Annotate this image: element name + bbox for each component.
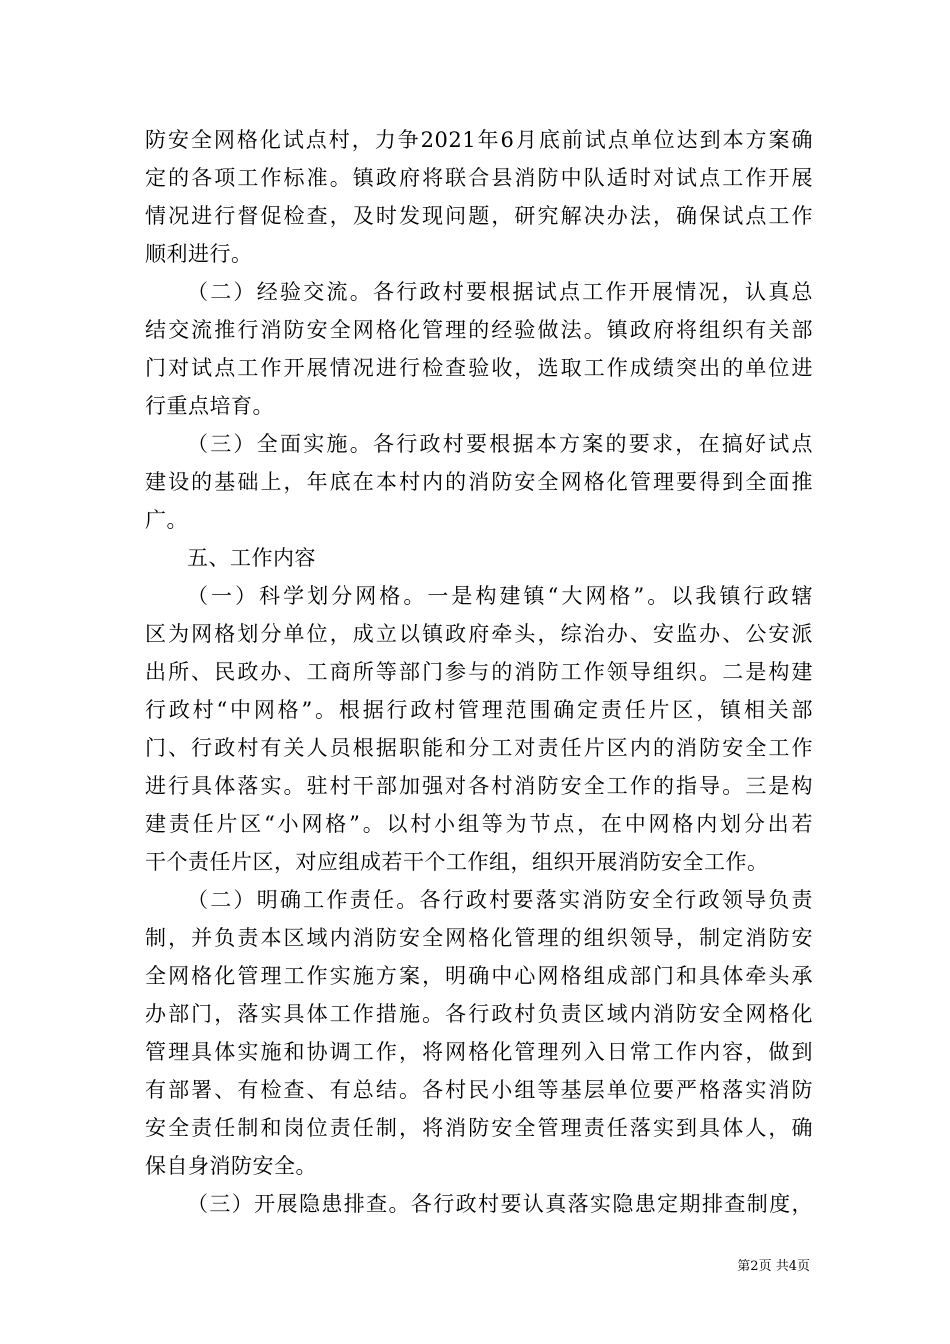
document-body (145, 121, 813, 1223)
footer-page-number: 2 (750, 1259, 759, 1274)
text-line: 管理具体实施和协调工作，将网格化管理列入日常工作内容，做到 (145, 1040, 813, 1064)
text-line: 防安全网格化试点村，力争2021年6月底前试点单位达到本方案确 (145, 128, 813, 152)
text-line: 制，并负责本区域内消防安全网格化管理的组织领导，制定消防安 (145, 926, 813, 950)
text-line: 情况进行督促检查，及时发现问题，研究解决办法，确保试点工作 (145, 204, 813, 228)
text-line: 办部门，落实具体工作措施。各行政村负责区域内消防安全网格化 (145, 1002, 813, 1026)
text-line: 建设的基础上，年底在本村内的消防安全网格化管理要得到全面推 (145, 470, 813, 494)
text-line: 干个责任片区，对应组成若干个工作组，组织开展消防安全工作。 (145, 850, 769, 874)
text-line: 建责任片区“小网格”。以村小组等为节点，在中网格内划分出若 (145, 812, 813, 836)
footer-total-pages: 4 (788, 1259, 797, 1274)
footer-middle: 页 共 (758, 1259, 789, 1274)
footer-prefix: 第 (737, 1259, 751, 1274)
text-line: 有部署、有检查、有总结。各村民小组等基层单位要严格落实消防 (145, 1078, 813, 1102)
text-line: （三）全面实施。各行政村要根据本方案的要求，在搞好试点 (187, 432, 813, 456)
text-line: 区为网格划分单位，成立以镇政府牵头，综治办、安监办、公安派 (145, 622, 813, 646)
text-line: （二）明确工作责任。各行政村要落实消防安全行政领导负责 (187, 888, 813, 912)
text-line: 广。 (145, 508, 188, 532)
text-line: 保自身消防安全。 (145, 1154, 317, 1178)
text-line: （三）开展隐患排查。各行政村要认真落实隐患定期排查制度， (187, 1192, 813, 1216)
text-line: 定的各项工作标准。镇政府将联合县消防中队适时对试点工作开展 (145, 166, 813, 190)
text-line: 行重点培育。 (145, 394, 274, 418)
text-line: 五、工作内容 (187, 546, 316, 570)
text-line: 行政村“中网格”。根据行政村管理范围确定责任片区，镇相关部 (145, 698, 813, 722)
page-footer (690, 1258, 810, 1276)
text-line: 顺利进行。 (145, 242, 253, 266)
text-line: （一）科学划分网格。一是构建镇“大网格”。以我镇行政辖 (187, 584, 813, 608)
text-line: 全网格化管理工作实施方案，明确中心网格组成部门和具体牵头承 (145, 964, 813, 988)
footer-suffix: 页 (796, 1259, 810, 1274)
text-line: 门对试点工作开展情况进行检查验收，选取工作成绩突出的单位进 (145, 356, 813, 380)
text-line: 结交流推行消防安全网格化管理的经验做法。镇政府将组织有关部 (145, 318, 813, 342)
text-line: 安全责任制和岗位责任制，将消防安全管理责任落实到具体人，确 (145, 1116, 813, 1140)
text-line: 门、行政村有关人员根据职能和分工对责任片区内的消防安全工作 (145, 736, 813, 760)
text-line: 出所、民政办、工商所等部门参与的消防工作领导组织。二是构建 (145, 660, 813, 684)
text-line: 进行具体落实。驻村干部加强对各村消防安全工作的指导。三是构 (145, 774, 813, 798)
text-line: （二）经验交流。各行政村要根据试点工作开展情况，认真总 (187, 280, 813, 304)
